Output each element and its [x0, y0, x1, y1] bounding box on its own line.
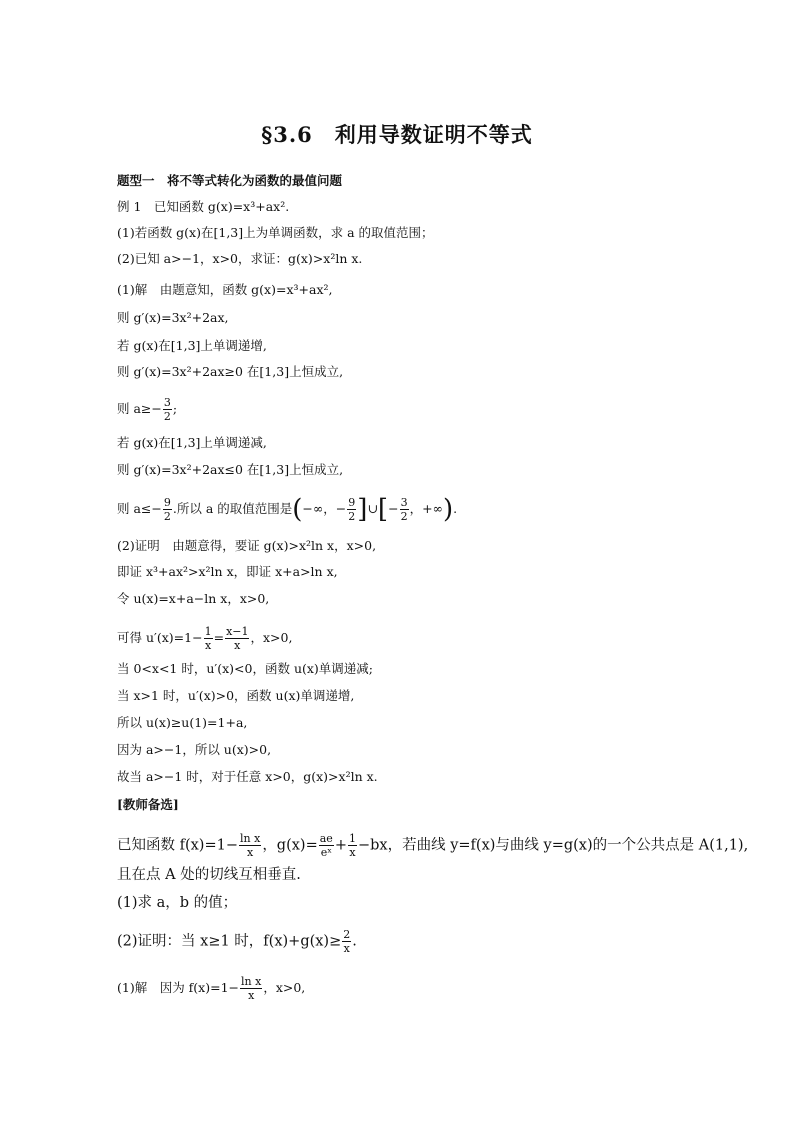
question-text: (2)证明：当 x≥1 时，f(x)+g(x)≥	[117, 933, 342, 950]
fraction-denominator: x	[234, 639, 241, 652]
question-text: .	[352, 933, 357, 950]
fraction	[163, 496, 172, 523]
page-title: §3.6 利用导数证明不等式	[261, 122, 533, 147]
result-text: 则 a≤−	[117, 501, 162, 516]
fraction-denominator: x	[248, 989, 255, 1002]
fraction-numerator: 1	[348, 832, 356, 845]
range-part: −∞，−	[302, 501, 347, 516]
solution-1-derivative: 则 g′(x)=3x²+2ax,	[117, 310, 229, 325]
fraction-numerator: ln x	[241, 975, 262, 988]
solution-2-line-2: 令 u(x)=x+a−ln x，x>0,	[117, 591, 270, 606]
fraction-numerator: 3	[163, 396, 171, 409]
teacher-solution-1	[117, 975, 305, 1002]
result-text: 则 a≥−	[117, 401, 162, 416]
solution-2-derivative	[117, 625, 292, 652]
plus-sign: +	[334, 837, 347, 854]
fraction-denominator: eˣ	[320, 846, 332, 859]
fraction-numerator: ae	[319, 832, 333, 845]
fraction-numerator: x−1	[226, 625, 249, 638]
fraction-numerator: ln x	[240, 832, 261, 845]
example-part-2: (2)已知 a>−1，x>0，求证：g(x)>x²ln x.	[117, 251, 363, 266]
teacher-section-label: [教师备选]	[117, 797, 179, 812]
left-paren: (	[292, 494, 303, 525]
solution-1-range	[117, 496, 457, 523]
equals-sign: =	[213, 630, 225, 645]
fraction	[225, 625, 249, 652]
range-part: ，+∞	[409, 501, 443, 516]
left-bracket: [	[377, 494, 389, 525]
fraction-denominator: x	[247, 846, 254, 859]
right-bracket: ]	[357, 494, 368, 525]
fraction-denominator: 2	[163, 510, 171, 523]
solution-1-increasing: 若 g(x)在[1,3]上单调递增,	[117, 338, 267, 353]
solution-2-line-7: 因为 a>−1，所以 u(x)>0,	[117, 742, 272, 757]
union-symbol: ∪	[367, 501, 378, 516]
solution-2-line-1: 即证 x³+ax²>x²ln x，即证 x+a>ln x,	[117, 564, 338, 579]
solution-1-intro: (1)解 由题意知，函数 g(x)=x³+ax²,	[117, 282, 333, 297]
fraction	[239, 832, 261, 859]
fraction	[400, 496, 409, 523]
example-1-statement	[117, 198, 289, 216]
section-heading: 题型一 将不等式转化为函数的最值问题	[117, 173, 343, 188]
fraction-denominator: 2	[348, 510, 356, 523]
solution-2-line-6: 所以 u(x)≥u(1)=1+a,	[117, 715, 248, 730]
solution-2-intro: (2)证明 由题意得，要证 g(x)>x²ln x，x>0,	[117, 538, 377, 553]
fraction-denominator: x	[204, 639, 212, 652]
problem-text: −bx，若曲线 y=f(x)与曲线 y=g(x)的一个公共点是 A(1,1),	[357, 837, 749, 854]
solution-1-decreasing: 若 g(x)在[1,3]上单调递减,	[117, 435, 267, 450]
range-text: .所以 a 的取值范围是	[172, 501, 293, 516]
solution-1-increasing-condition: 则 g′(x)=3x²+2ax≥0 在[1,3]上恒成立,	[117, 364, 344, 379]
derivative-text: 可得 u′(x)=1−	[117, 630, 203, 645]
fraction	[204, 625, 213, 652]
example-function: g(x)=x³+ax².	[207, 199, 290, 214]
range-part: −	[388, 501, 399, 516]
fraction	[347, 496, 356, 523]
fraction-numerator: 9	[348, 496, 356, 509]
solution-1-decreasing-condition: 则 g′(x)=3x²+2ax≤0 在[1,3]上恒成立,	[117, 462, 344, 477]
fraction	[342, 928, 351, 955]
problem-text: ，g(x)=	[262, 837, 318, 854]
fraction-denominator: 2	[163, 410, 171, 423]
teacher-problem-line-2: 且在点 A 处的切线互相垂直.	[117, 867, 301, 883]
fraction	[348, 832, 357, 859]
derivative-text: ，x>0,	[250, 630, 293, 645]
fraction	[240, 975, 262, 1002]
range-end: .	[453, 501, 458, 516]
example-part-1: (1)若函数 g(x)在[1,3]上为单调函数，求 a 的取值范围；	[117, 225, 434, 240]
fraction-numerator: 1	[204, 625, 212, 638]
solution-1-increasing-result	[117, 396, 177, 423]
fraction	[319, 832, 334, 859]
problem-text: 已知函数 f(x)=1−	[117, 837, 238, 854]
solution-text: (1)解 因为 f(x)=1−	[117, 980, 240, 995]
teacher-question-1: (1)求 a，b 的值；	[117, 895, 238, 911]
fraction-denominator: x	[343, 942, 350, 955]
fraction-numerator: 2	[343, 928, 351, 941]
result-text: ;	[172, 401, 178, 416]
solution-2-line-4: 当 0<x<1 时，u′(x)<0，函数 u(x)单调递减;	[117, 661, 374, 676]
fraction-denominator: x	[349, 846, 356, 859]
solution-2-line-5: 当 x>1 时，u′(x)>0，函数 u(x)单调递增,	[117, 688, 355, 703]
fraction-numerator: 9	[163, 496, 171, 509]
solution-2-line-8: 故当 a>−1 时，对于任意 x>0，g(x)>x²ln x.	[117, 769, 378, 784]
solution-text: ，x>0,	[263, 980, 306, 995]
fraction-numerator: 3	[400, 496, 408, 509]
fraction-denominator: 2	[400, 510, 408, 523]
fraction	[163, 396, 172, 423]
right-paren: )	[442, 494, 454, 525]
example-label: 例 1 已知函数	[117, 199, 208, 214]
teacher-question-2	[117, 928, 357, 955]
teacher-problem-line-1	[117, 832, 748, 859]
